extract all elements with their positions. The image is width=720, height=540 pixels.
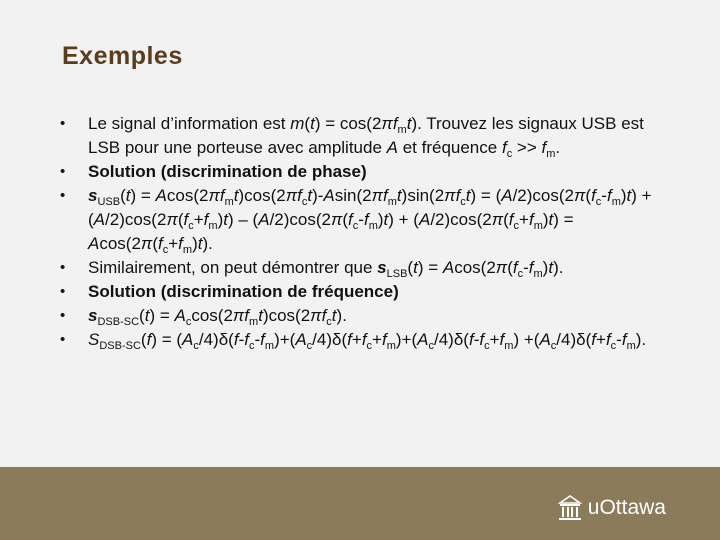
bullet-text-segment: f	[468, 330, 474, 349]
bullet-text-segment: π	[232, 306, 245, 325]
bullet-text-segment: f	[392, 114, 398, 133]
bullet-text-segment: f	[348, 210, 353, 229]
bullet-text-segment: c	[188, 220, 194, 232]
bullet-text-segment: +	[351, 330, 362, 349]
bullet-text-segment: )cos(2	[238, 186, 286, 205]
bullet-text-segment: m	[533, 268, 543, 280]
bullet-text-segment: π	[444, 186, 456, 205]
bullet-text-segment: m	[504, 340, 514, 352]
bullet-text-segment: )cos(2	[262, 306, 311, 325]
bullet-text-segment: δ	[332, 330, 342, 349]
bullet-text-segment: f	[528, 258, 534, 277]
bullet-text-segment: )	[217, 210, 224, 229]
bullet-text-segment: f	[244, 306, 250, 325]
bullet-text-segment: -	[254, 330, 261, 349]
bullet-text-segment: f	[219, 186, 225, 205]
bullet-text-segment: c	[610, 340, 617, 352]
bullet-text-segment: c	[326, 316, 332, 328]
bullet-text-segment: c	[550, 340, 557, 352]
bullet-text-segment: (	[139, 306, 145, 325]
bullet-text-segment: f	[183, 210, 189, 229]
bullet-text-segment: /2)cos(2	[105, 210, 167, 229]
bullet-text-segment: f	[591, 186, 596, 205]
bullet-text-segment: m	[290, 114, 305, 133]
bullet-text-segment: f	[157, 234, 163, 253]
bullet-text-segment: c	[460, 196, 466, 208]
bullet-text-segment: π	[330, 210, 343, 229]
university-building-icon	[558, 495, 582, 521]
bullet-text-segment: c	[193, 340, 199, 352]
bullet-text-segment: -	[601, 186, 607, 205]
bullet-text-segment: cos(2	[454, 258, 496, 277]
bullet-text-segment: c	[595, 196, 602, 208]
bullet-text-segment: π	[371, 186, 384, 205]
bullet-text-segment: m	[626, 340, 636, 352]
bullet-text-segment: A	[295, 330, 307, 349]
bullet-text-segment: f	[508, 210, 514, 229]
bullet-text-segment: f	[455, 186, 461, 205]
bullet-text-segment: -	[238, 330, 245, 349]
logo-text: uOttawa	[587, 496, 666, 519]
bullet-text-segment: )	[377, 210, 384, 229]
bullet-text-segment: ) – (	[227, 210, 259, 229]
bullet-text-segment: c	[428, 340, 434, 352]
bullet-text-segment: s	[88, 306, 98, 325]
bullet-text-segment: A	[182, 330, 194, 349]
bullet-text-segment: +	[519, 210, 529, 229]
bullet-text-segment: S	[88, 330, 100, 349]
bullet-item-b1	[60, 112, 670, 160]
bullet-text-segment: A	[155, 186, 167, 205]
bullet-text-segment: c	[185, 316, 192, 328]
university-logo	[558, 495, 666, 521]
bullet-text-segment: t	[413, 258, 418, 277]
bullet-text-segment: t	[223, 210, 228, 229]
bullet-text-segment: t	[125, 186, 131, 205]
bullet-text-segment: δ	[576, 330, 586, 349]
bullet-text-segment: ) =	[553, 210, 574, 229]
bullet-text-segment: f	[244, 330, 249, 349]
bullet-text-segment: (	[152, 234, 158, 253]
bullet-text-segment: f	[178, 234, 183, 253]
bullet-text-segment: π	[166, 210, 178, 229]
bullet-text-segment: cos(2	[191, 306, 233, 325]
bullet-text-segment: m	[182, 244, 193, 256]
bullet-text-segment: Similairement, on peut démontrer que	[88, 258, 378, 277]
bullet-item-b3	[60, 184, 670, 256]
bullet-text-segment: cos(2	[99, 234, 141, 253]
bullet-text-segment: /4)	[433, 330, 454, 349]
bullet-list	[60, 112, 670, 352]
bullet-text-segment: /4)	[556, 330, 577, 349]
bullet-text-segment: et fréquence	[397, 138, 502, 157]
bullet-text-segment: ) +(	[513, 330, 540, 349]
bullet-text-segment: (	[463, 330, 469, 349]
bullet-text-segment: c	[506, 148, 513, 160]
bullet-text-segment: USB	[97, 196, 121, 208]
bullet-text-segment: π	[208, 186, 220, 205]
bullet-text-segment: f	[591, 330, 596, 349]
bullet-text-segment: π	[495, 258, 508, 277]
bullet-text-segment: π	[285, 186, 298, 205]
bullet-text-segment: ) + (	[88, 186, 652, 229]
bullet-text-segment: π	[574, 186, 586, 205]
bullet-item-b6	[60, 304, 670, 328]
bullet-text-segment: c	[306, 340, 313, 352]
bullet-text-segment: >>	[512, 138, 542, 157]
bullet-text-segment: DSB-SC	[97, 316, 140, 328]
bullet-text-segment: A	[323, 186, 335, 205]
bullet-text-segment: f	[541, 138, 547, 157]
bullet-text-segment: f	[347, 330, 352, 349]
bullet-text-segment: m	[264, 340, 275, 352]
bullet-text-segment: +	[372, 330, 382, 349]
bullet-text-segment: π	[310, 306, 322, 325]
slide-content	[60, 112, 670, 352]
bullet-text-segment: t	[548, 258, 554, 277]
bullet-text-segment: ) = (	[470, 186, 502, 205]
bullet-text-segment: ).	[553, 258, 564, 277]
bullet-text-segment: m	[387, 196, 397, 208]
bullet-text-segment: )sin(2	[401, 186, 445, 205]
bullet-text-segment: f	[512, 258, 518, 277]
bullet-text-segment: t	[406, 114, 412, 133]
bullet-text-segment: π	[381, 114, 393, 133]
bullet-text-segment: ).	[336, 306, 347, 325]
bullet-text-segment: t	[626, 186, 632, 205]
bullet-text-segment: ) =	[417, 258, 443, 277]
bullet-text-segment: /2)cos(2	[512, 186, 574, 205]
bullet-text-segment: c	[366, 340, 373, 352]
bullet-text-segment: m	[546, 148, 556, 160]
bullet-text-segment: (	[585, 186, 592, 205]
bullet-item-b2	[60, 160, 670, 184]
bullet-text-segment: f	[361, 330, 367, 349]
bullet-text-segment: A	[174, 306, 186, 325]
bullet-text-segment: ) = cos(2	[314, 114, 382, 133]
bullet-text-segment: -	[523, 258, 529, 277]
bullet-text-segment: (	[120, 186, 126, 205]
bullet-text-segment: c	[301, 196, 308, 208]
bullet-text-segment: -	[473, 330, 480, 349]
bullet-text-segment: f	[606, 186, 612, 205]
bullet-text-segment: t	[383, 210, 389, 229]
bullet-text-segment: A	[93, 210, 106, 229]
bullet-text-segment: t	[258, 306, 263, 325]
bullet-text-segment: /2)cos(2	[430, 210, 492, 229]
bullet-text-segment: /4)	[198, 330, 219, 349]
bullet-text-segment: c	[352, 220, 359, 232]
bullet-text-segment: )+(	[274, 330, 296, 349]
bullet-text-segment: f	[233, 330, 239, 349]
bullet-text-segment: t	[548, 210, 554, 229]
bullet-text-segment: s	[377, 258, 387, 277]
footer-band	[0, 467, 720, 540]
bullet-text-segment: f	[363, 210, 369, 229]
bullet-text-segment: ). Trouvez les signaux USB est LSB pour une porteuse avec amplitude	[88, 114, 644, 157]
bullet-text-segment: t	[331, 306, 337, 325]
bullet-text-segment: ).	[635, 330, 647, 349]
bullet-text-segment: ) + (	[388, 210, 419, 229]
bullet-text-segment: t	[396, 186, 402, 205]
bullet-text-segment: f	[203, 210, 209, 229]
bullet-text-segment: (	[503, 210, 509, 229]
bullet-text-segment: )	[542, 210, 549, 229]
bullet-text-segment: δ	[218, 330, 229, 349]
bullet-text-segment: c	[162, 244, 169, 256]
bullet-text-segment: LSB	[386, 268, 408, 280]
bullet-text-segment: +	[168, 234, 179, 253]
bullet-text-segment: δ	[453, 330, 464, 349]
bullet-text-segment: f	[605, 330, 611, 349]
bullet-text-segment: f	[260, 330, 265, 349]
bullet-text-segment: f	[621, 330, 627, 349]
bullet-text-segment: (	[507, 258, 513, 277]
bullet-text-segment: .	[555, 138, 561, 157]
bullet-text-segment: f	[381, 330, 387, 349]
bullet-text-segment: A	[418, 210, 431, 229]
bullet-text-segment: A	[539, 330, 551, 349]
bullet-text-segment: f	[528, 210, 534, 229]
bullet-text-segment: (	[177, 210, 184, 229]
bullet-text-segment: /4)	[312, 330, 332, 349]
bullet-text-segment: t	[465, 186, 471, 205]
bullet-text-segment: f	[479, 330, 485, 349]
bullet-item-b7	[60, 328, 670, 352]
bullet-text-segment: Solution (discrimination de phase)	[88, 162, 367, 181]
bullet-text-segment: ) = (	[151, 330, 183, 349]
bullet-text-segment: (	[140, 330, 147, 349]
bullet-text-segment: )-	[312, 186, 324, 205]
bullet-text-segment: +	[596, 330, 606, 349]
bullet-text-segment: ).	[202, 234, 213, 253]
bullet-text-segment: A	[386, 138, 398, 157]
bullet-text-segment: t	[197, 234, 203, 253]
bullet-text-segment: (	[228, 330, 234, 349]
bullet-text-segment: Le signal d’information est	[88, 114, 291, 133]
bullet-text-segment: /2)cos(2	[269, 210, 331, 229]
bullet-text-segment: A	[88, 234, 100, 253]
bullet-text-segment: A	[501, 186, 513, 205]
bullet-text-segment: +	[193, 210, 204, 229]
bullet-text-segment: m	[397, 124, 407, 136]
bullet-text-segment: t	[233, 186, 239, 205]
bullet-text-segment: c	[248, 340, 255, 352]
bullet-text-segment: m	[208, 220, 218, 232]
bullet-item-b5	[60, 280, 670, 304]
bullet-text-segment: π	[491, 210, 504, 229]
bullet-text-segment: f	[321, 306, 327, 325]
bullet-text-segment: f	[499, 330, 505, 349]
bullet-text-segment: A	[417, 330, 429, 349]
bullet-text-segment: (	[342, 210, 349, 229]
bullet-text-segment: π	[140, 234, 153, 253]
bullet-text-segment: f	[297, 186, 302, 205]
bullet-text-segment: c	[513, 220, 520, 232]
bullet-text-segment: m	[224, 196, 234, 208]
page-title: Exemples	[62, 42, 183, 70]
bullet-text-segment: -	[616, 330, 622, 349]
bullet-text-segment: t	[307, 186, 313, 205]
bullet-text-segment: (	[341, 330, 348, 349]
bullet-text-segment: m	[368, 220, 378, 232]
bullet-text-segment: +	[489, 330, 500, 349]
bullet-text-segment: f	[383, 186, 388, 205]
bullet-text-segment: (	[407, 258, 414, 277]
bullet-text-segment: )	[542, 258, 549, 277]
bullet-text-segment: A	[258, 210, 270, 229]
bullet-text-segment: ) =	[130, 186, 156, 205]
bullet-text-segment: m	[611, 196, 621, 208]
bullet-text-segment: m	[386, 340, 396, 352]
bullet-text-segment: c	[517, 268, 524, 280]
bullet-item-b4	[60, 256, 670, 280]
bullet-text-segment: DSB-SC	[99, 340, 141, 352]
bullet-text-segment: t	[310, 114, 315, 133]
bullet-text-segment: A	[442, 258, 455, 277]
bullet-text-segment: cos(2	[166, 186, 209, 205]
bullet-text-segment: c	[484, 340, 490, 352]
bullet-text-segment: Solution (discrimination de fréquence)	[88, 282, 399, 301]
bullet-text-segment: )	[620, 186, 627, 205]
bullet-text-segment: f	[146, 330, 152, 349]
bullet-text-segment: sin(2	[334, 186, 372, 205]
bullet-text-segment: (	[304, 114, 311, 133]
bullet-text-segment: t	[144, 306, 150, 325]
bullet-text-segment: )+(	[395, 330, 418, 349]
bullet-text-segment: )	[192, 234, 198, 253]
bullet-text-segment: -	[358, 210, 364, 229]
bullet-text-segment: (	[585, 330, 592, 349]
bullet-text-segment: m	[533, 220, 543, 232]
bullet-text-segment: f	[501, 138, 507, 157]
bullet-text-segment: m	[249, 316, 259, 328]
bullet-text-segment: ) =	[149, 306, 175, 325]
bullet-text-segment: s	[88, 186, 98, 205]
